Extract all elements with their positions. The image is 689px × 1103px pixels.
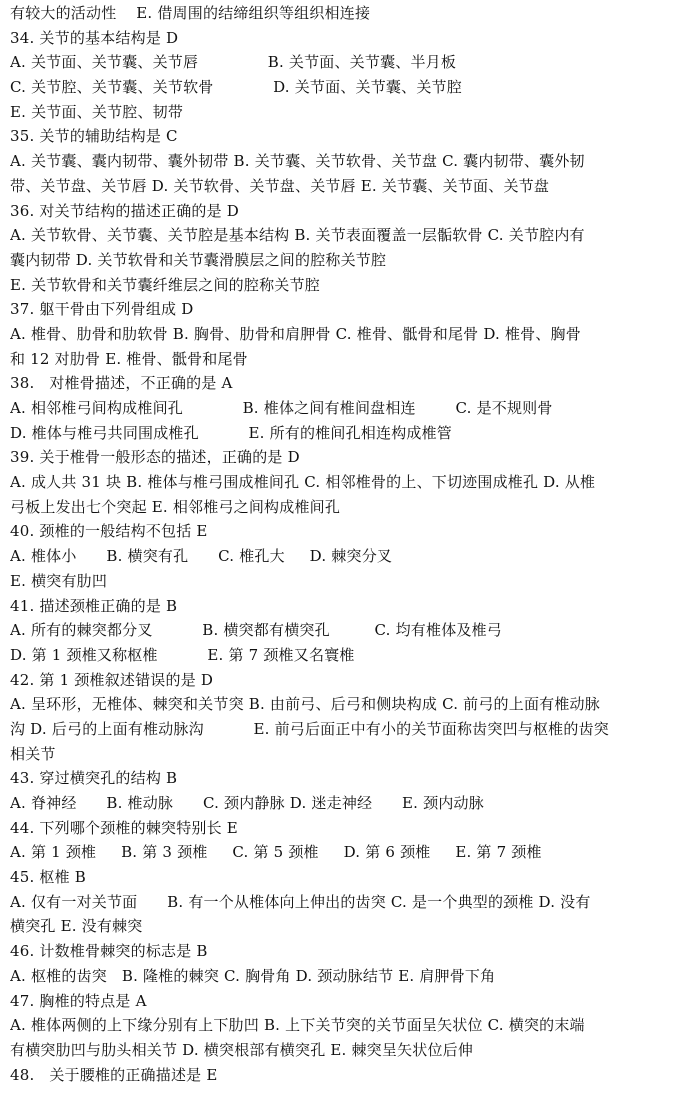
answer-options: E. 横突有肋凹 [10,571,108,590]
question-stem: 36. 对关节结构的描述正确的是 D [10,201,240,220]
question-stem: 42. 第 1 颈椎叙述错误的是 D [10,670,214,689]
answer-options: A. 椎体两侧的上下缘分别有上下肋凹 B. 上下关节突的关节面呈矢状位 C. 横突的末端 [10,1016,585,1035]
question-stem: 44. 下列哪个颈椎的棘突特别长 E [10,818,238,837]
answer-options: 囊内韧带 D. 关节软骨和关节囊滑膜层之间的腔称关节腔 [10,250,387,269]
answer-options: A. 呈环形，无椎体、棘突和关节突 B. 由前弓、后弓和侧块构成 C. 前弓的上面有椎动脉 [10,695,600,714]
answer-options: A. 关节囊、囊内韧带、囊外韧带 B. 关节囊、关节软骨、关节盘 C. 囊内韧带、囊外韧 [10,152,585,171]
answer-options: E. 关节面、关节腔、韧带 [10,102,184,121]
answer-options: A. 椎骨、肋骨和肋软骨 B. 胸骨、肋骨和肩胛骨 C. 椎骨、骶骨和尾骨 D. 椎骨、胸骨 [10,324,581,343]
question-stem: 46. 计数椎骨棘突的标志是 B [10,942,208,961]
answer-options: D. 椎体与椎弓共同围成椎孔 E. 所有的椎间孔相连构成椎管 [10,423,452,442]
question-stem: 41. 描述颈椎正确的是 B [10,596,178,615]
answer-options: 有横突肋凹与肋头相关节 D. 横突根部有横突孔 E. 棘突呈矢状位后伸 [10,1040,474,1059]
answer-options: A. 关节面、关节囊、关节唇 B. 关节面、关节囊、半月板 [10,53,457,72]
answer-options: C. 关节腔、关节囊、关节软骨 D. 关节面、关节囊、关节腔 [10,78,462,97]
question-stem: 35. 关节的辅助结构是 C [10,127,178,146]
answer-options: 和 12 对肋骨 E. 椎骨、骶骨和尾骨 [10,349,248,368]
answer-options: A. 相邻椎弓间构成椎间孔 B. 椎体之间有椎间盘相连 C. 是不规则骨 [10,399,553,417]
answer-options: 横突孔 E. 没有棘突 [10,917,143,936]
question-stem: 37. 躯干骨由下列骨组成 D [10,300,194,319]
question-stem: 47. 胸椎的特点是 A [10,991,147,1010]
answer-options: A. 枢椎的齿突 B. 隆椎的棘突 C. 胸骨角 D. 颈动脉结节 E. 肩胛骨下角 [10,966,496,985]
answer-options: 带、关节盘、关节唇 D. 关节软骨、关节盘、关节唇 E. 关节囊、关节面、关节盘 [10,176,550,195]
question-stem: 40. 颈椎的一般结构不包括 E [10,522,208,541]
question-stem: 39. 关于椎骨一般形态的描述，正确的是 D [10,448,300,467]
answer-options: A. 所有的棘突都分叉 B. 横突都有横突孔 C. 均有椎体及椎弓 [10,621,503,640]
answer-options: A. 椎体小 B. 横突有孔 C. 椎孔大 D. 棘突分叉 [10,547,393,566]
answer-options: A. 关节软骨、关节囊、关节腔是基本结构 B. 关节表面覆盖一层骺软骨 C. 关节腔内有 [10,226,585,245]
answer-options: 相关节 [10,744,56,763]
answer-options: A. 第 1 颈椎 B. 第 3 颈椎 C. 第 5 颈椎 D. 第 6 颈椎 E. 第 7 颈椎 [10,843,542,862]
answer-options: A. 脊神经 B. 椎动脉 C. 颈内静脉 D. 迷走神经 E. 颈内动脉 [10,794,484,812]
question-stem: 43. 穿过横突孔的结构 B [10,769,178,788]
question-stem: 48. 关于腰椎的正确描述是 E [10,1065,218,1084]
answer-options: A. 成人共 31 块 B. 椎体与椎弓围成椎间孔 C. 相邻椎骨的上、下切迹围成椎孔 D. 从椎 [10,473,596,492]
question-stem: 45. 枢椎 B [10,868,87,887]
document-page [10,1,678,1087]
answer-options: 沟 D. 后弓的上面有椎动脉沟 E. 前弓后面正中有小的关节面称齿突凹与枢椎的齿突 [10,719,609,738]
question-stem: 34. 关节的基本结构是 D [10,28,179,47]
answer-options: D. 第 1 颈椎又称枢椎 E. 第 7 颈椎又名寰椎 [10,645,355,664]
answer-options: A. 仅有一对关节面 B. 有一个从椎体向上伸出的齿突 C. 是一个典型的颈椎 D. 没有 [10,892,591,911]
answer-options: 弓板上发出七个突起 E. 相邻椎弓之间构成椎间孔 [10,497,341,516]
answer-options: E. 关节软骨和关节囊纤维层之间的腔称关节腔 [10,275,320,294]
text-line: 有较大的活动性 E. 借周围的结缔组织等组织相连接 [10,4,371,22]
question-stem: 38. 对椎骨描述，不正确的是 A [10,374,233,393]
